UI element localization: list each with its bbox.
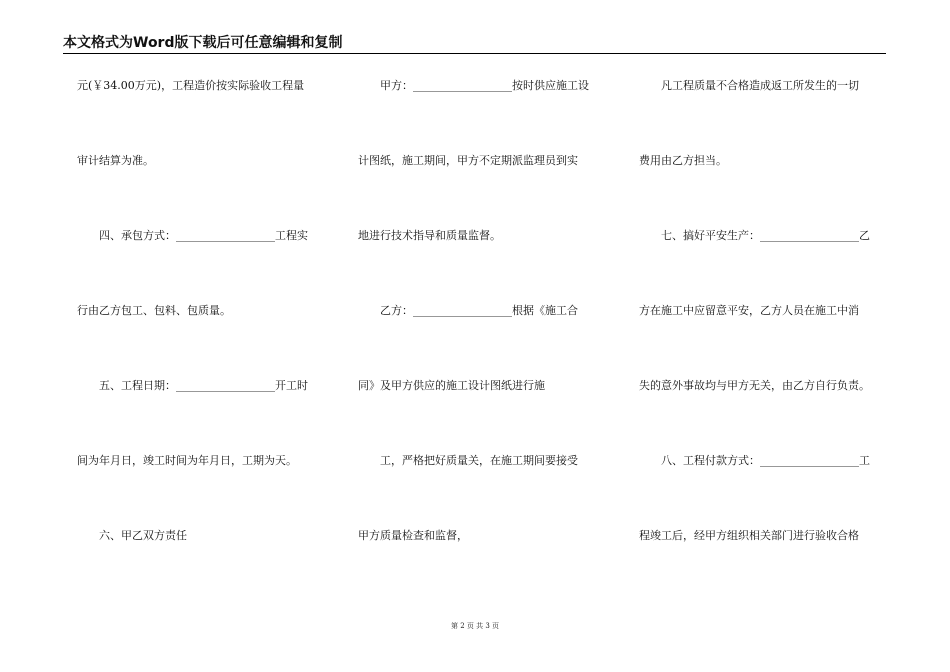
text-line: 失的意外事故均与甲方无关，由乙方自行负责。 xyxy=(639,379,870,392)
text-line: 甲方质量检查和监督， xyxy=(358,529,468,542)
text-line: 审计结算为准。 xyxy=(77,154,154,167)
text-line: 七、搞好平安生产：__________________乙 xyxy=(639,229,870,242)
text-line: 工，严格把好质量关，在施工期间要接受 xyxy=(358,454,578,467)
text-line: 凡工程质量不合格造成返工所发生的一切 xyxy=(639,79,859,92)
text-line: 间为年月日，竣工时间为年月日，工期为天。 xyxy=(77,454,297,467)
header-title: 本文格式为Word版下载后可任意编辑和复制 xyxy=(63,35,343,51)
text-line: 方在施工中应留意平安，乙方人员在施工中消 xyxy=(639,304,859,317)
text-line: 元(￥34.00万元)，工程造价按实际验收工程量 xyxy=(77,79,305,92)
text-line: 四、承包方式：__________________工程实 xyxy=(77,229,308,242)
page-header xyxy=(63,35,886,54)
text-line: 地进行技术指导和质量监督。 xyxy=(358,229,501,242)
text-line: 行由乙方包工、包料、包质量。 xyxy=(77,304,231,317)
text-line: 程竣工后，经甲方组织相关部门进行验收合格 xyxy=(639,529,859,542)
text-line: 五、工程日期：__________________开工时 xyxy=(77,379,308,392)
text-line: 甲方：__________________按时供应施工设 xyxy=(358,79,589,92)
text-line: 乙方：__________________根据《施工合 xyxy=(358,304,578,317)
text-line: 八、工程付款方式：__________________工 xyxy=(639,454,870,467)
text-line: 费用由乙方担当。 xyxy=(639,154,727,167)
text-line: 六、甲乙双方责任 xyxy=(77,529,187,542)
page-number: 第 2 页 共 3 页 xyxy=(450,622,500,630)
text-line: 计图纸，施工期间，甲方不定期派监理员到实 xyxy=(358,154,578,167)
text-line: 同》及甲方供应的施工设计图纸进行施 xyxy=(358,379,545,392)
